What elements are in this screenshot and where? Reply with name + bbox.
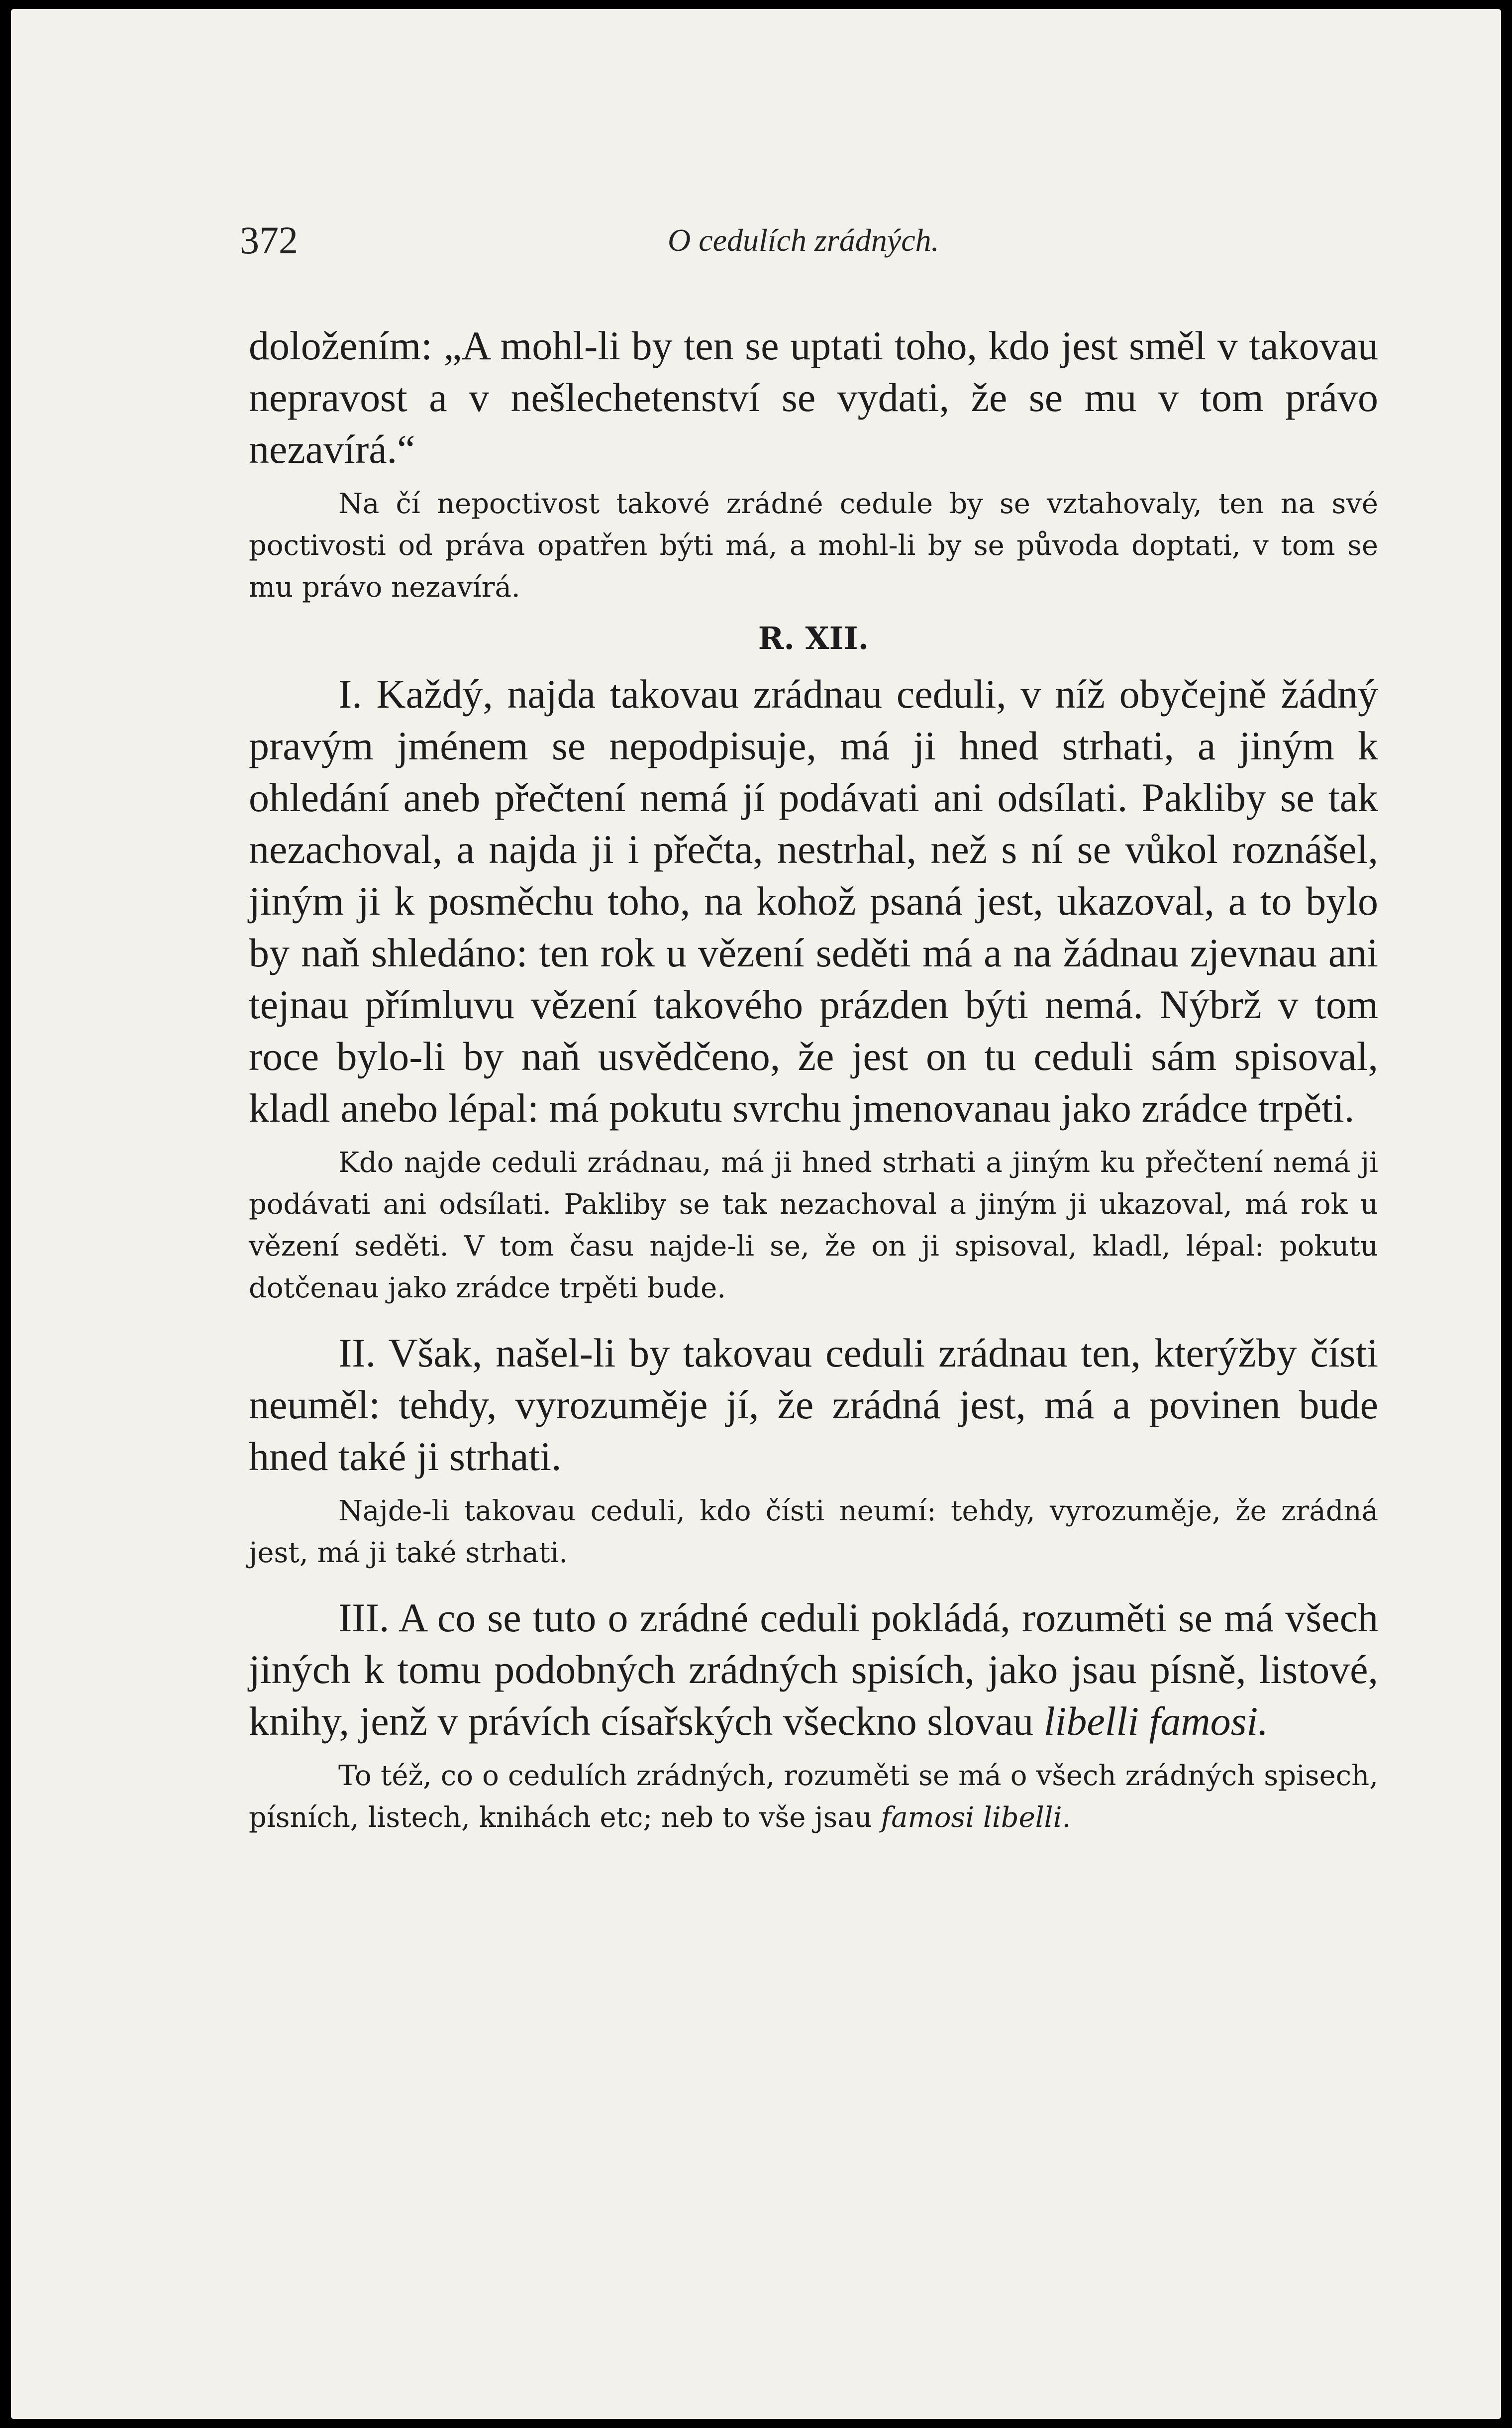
paragraph-continuation: doložením: „A mohl-li by ten se uptati toho, kdo jest směl v takovau nepravost a v nešlechetenství se vydati, že se mu v tom právo nezavírá.“: [249, 323, 1378, 472]
summary-note-4-latin-term: famosi libelli.: [881, 1801, 1071, 1834]
page-content: [249, 320, 1378, 1839]
article-3-paragraph: [249, 1592, 1378, 1747]
running-title: O cedulích zrádných.: [668, 222, 939, 258]
page-header: [240, 218, 1384, 278]
summary-note-2: Kdo najde ceduli zrádnau, má ji hned strhati a jiným ku přečtení nemá ji podávati ani odsílati. Pakliby se tak nezachoval a jiným ji ukazoval, má rok u vězení seděti. V tom času najde-li se, že on ji spisoval, kladl, lépal: pokutu dotčenau jako zrádce trpěti bude.: [249, 1147, 1378, 1304]
article-1-paragraph: I. Každý, najda takovau zrádnau ceduli, v níž obyčejně žádný pravým jménem se nepodpisuje, má ji hned strhati, a jiným k ohledání aneb přečtení nemá jí podávati ani odsílati. Pakliby se tak nezachoval, a najda ji i přečta, nestrhal, než s ní se vůkol roznášel, jiným ji k posměchu toho, na kohož psaná jest, ukazoval, a to bylo by naň shledáno: ten rok u vězení seděti má a na žádnau zjevnau ani tejnau přímluvu vězení takového prázden býti nemá. Nýbrž v tom roce bylo-li by naň usvědčeno, že jest on tu ceduli sám spisoval, kladl anebo lépal: má pokutu svrchu jmenovanau jako zrádce trpěti.: [249, 671, 1378, 1131]
summary-note-1: Na čí nepoctivost takové zrádné cedule by se vztahovaly, ten na své poctivosti od práva opatřen býti má, a mohl-li by se původa doptati, v tom se mu právo nezavírá.: [249, 488, 1378, 604]
page-number: 372: [240, 218, 298, 262]
summary-note-4: [249, 1755, 1378, 1839]
page: [11, 9, 1501, 2419]
article-3-text: III. A co se tuto o zrádné ceduli pokládá, rozuměti se má všech jiných k tomu podobných zrádných spisích, jako jsau písně, listové, knihy, jenž v právích císařských všeckno slovau: [249, 1595, 1378, 1744]
article-2-paragraph: II. Však, našel-li by takovau ceduli zrádnau ten, kterýžby čísti neuměl: tehdy, vyrozuměje jí, že zrádná jest, má a povinen bude hned také ji strhati.: [249, 1330, 1378, 1479]
summary-note-4-text: To též, co o cedulích zrádných, rozuměti se má o všech zrádných spisech, písních, listech, knihách etc; neb to vše jsau: [249, 1760, 1378, 1834]
summary-note-3: Najde-li takovau ceduli, kdo čísti neumí: tehdy, vyrozuměje, že zrádná jest, má ji také strhati.: [249, 1495, 1378, 1569]
section-heading: R. XII.: [758, 620, 869, 656]
article-3-latin-term: libelli famosi.: [1043, 1698, 1268, 1744]
